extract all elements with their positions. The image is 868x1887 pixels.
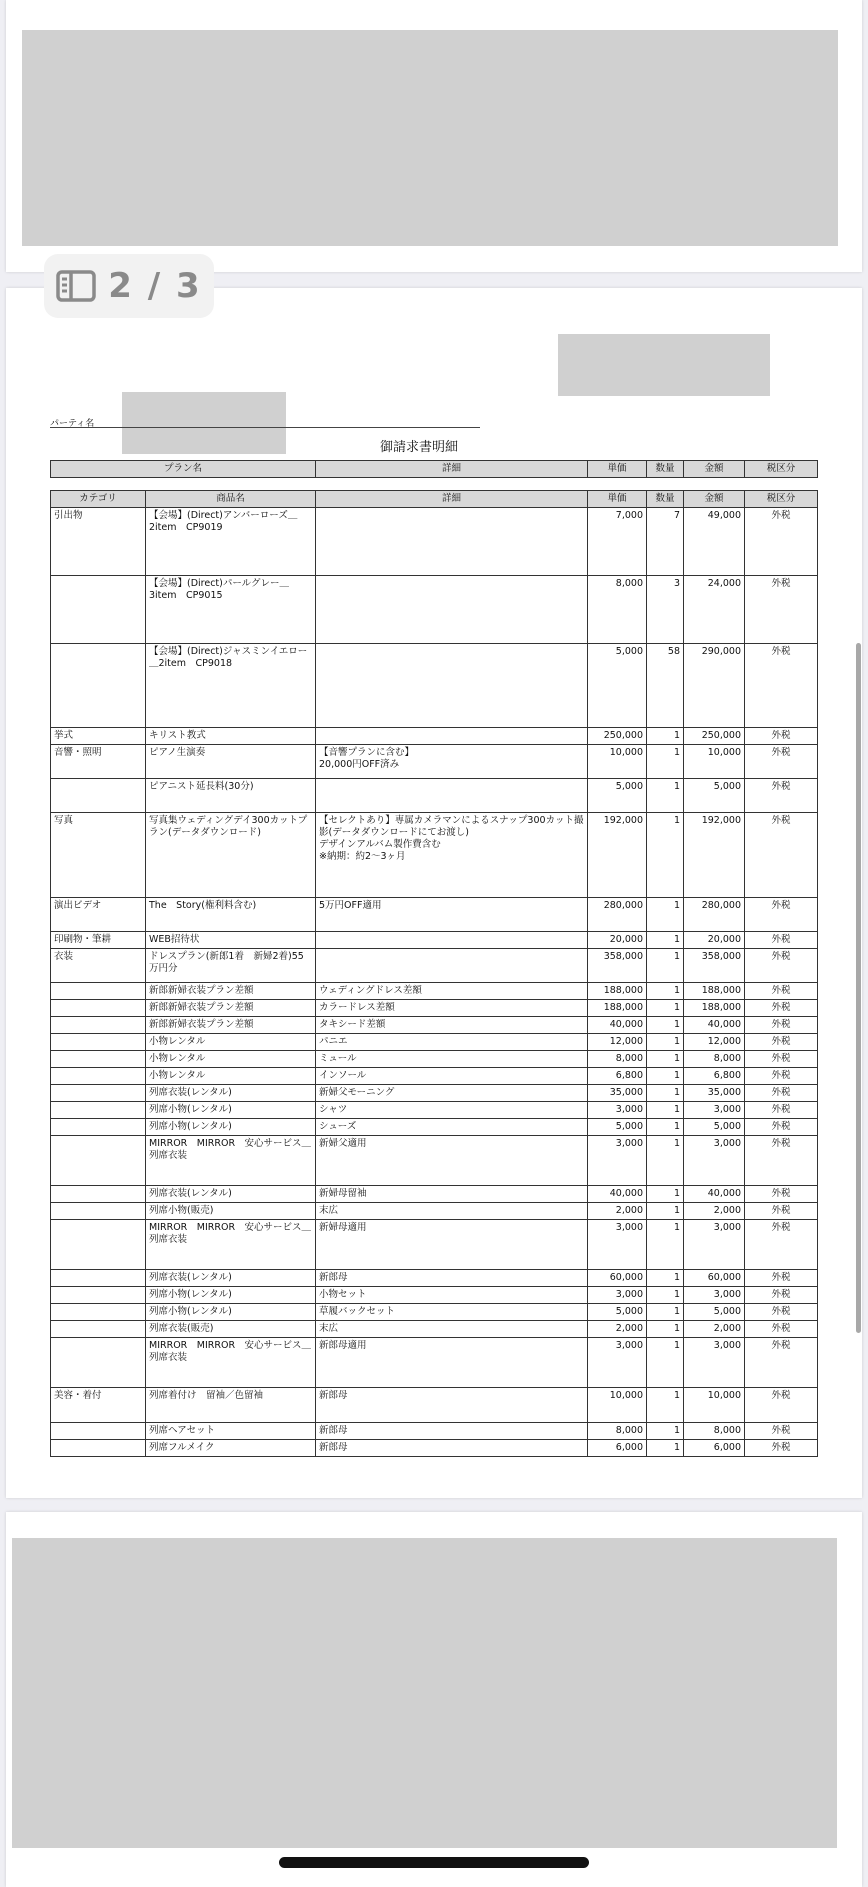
quantity-cell: 1 bbox=[647, 999, 684, 1016]
header-detail: 詳細 bbox=[316, 461, 588, 478]
table-row bbox=[51, 1303, 818, 1320]
detail-cell: パニエ bbox=[316, 1033, 588, 1050]
amount-cell: 6,800 bbox=[684, 1067, 745, 1084]
table-row bbox=[51, 1101, 818, 1118]
redacted-party-name bbox=[122, 392, 286, 454]
tax-type-cell: 外税 bbox=[745, 1439, 818, 1456]
plan-table bbox=[50, 460, 818, 478]
detail-cell: インソール bbox=[316, 1067, 588, 1084]
table-row bbox=[51, 1320, 818, 1337]
amount-cell: 2,000 bbox=[684, 1320, 745, 1337]
tax-type-cell: 外税 bbox=[745, 948, 818, 982]
quantity-cell: 58 bbox=[647, 643, 684, 727]
items-body bbox=[51, 507, 818, 1456]
category-cell bbox=[51, 1185, 146, 1202]
unit-price-cell: 280,000 bbox=[588, 897, 647, 931]
quantity-cell: 1 bbox=[647, 1269, 684, 1286]
tax-type-cell: 外税 bbox=[745, 643, 818, 727]
category-cell bbox=[51, 1422, 146, 1439]
category-cell bbox=[51, 1135, 146, 1185]
detail-cell bbox=[316, 643, 588, 727]
item-name-cell: 小物レンタル bbox=[146, 1050, 316, 1067]
table-row bbox=[51, 1219, 818, 1269]
unit-price-cell: 8,000 bbox=[588, 1422, 647, 1439]
amount-cell: 250,000 bbox=[684, 727, 745, 744]
table-row bbox=[51, 1202, 818, 1219]
quantity-cell: 1 bbox=[647, 1016, 684, 1033]
tax-type-cell: 外税 bbox=[745, 1219, 818, 1269]
detail-cell: 新郎母適用 bbox=[316, 1337, 588, 1387]
detail-cell: シューズ bbox=[316, 1118, 588, 1135]
tax-type-cell: 外税 bbox=[745, 1387, 818, 1422]
detail-cell bbox=[316, 778, 588, 812]
item-name-cell: 列席フルメイク bbox=[146, 1439, 316, 1456]
amount-cell: 192,000 bbox=[684, 812, 745, 897]
item-name-cell: 列席小物(レンタル) bbox=[146, 1286, 316, 1303]
quantity-cell: 1 bbox=[647, 1067, 684, 1084]
table-row bbox=[51, 1185, 818, 1202]
quantity-cell: 1 bbox=[647, 931, 684, 948]
table-row bbox=[51, 1016, 818, 1033]
unit-price-cell: 40,000 bbox=[588, 1016, 647, 1033]
unit-price-cell: 7,000 bbox=[588, 507, 647, 575]
category-cell bbox=[51, 1439, 146, 1456]
amount-cell: 280,000 bbox=[684, 897, 745, 931]
amount-cell: 35,000 bbox=[684, 1084, 745, 1101]
amount-cell: 3,000 bbox=[684, 1286, 745, 1303]
unit-price-cell: 3,000 bbox=[588, 1286, 647, 1303]
unit-price-cell: 20,000 bbox=[588, 931, 647, 948]
category-cell bbox=[51, 1016, 146, 1033]
tax-type-cell: 外税 bbox=[745, 575, 818, 643]
unit-price-cell: 3,000 bbox=[588, 1337, 647, 1387]
item-name-cell: ピアノ生演奏 bbox=[146, 744, 316, 778]
category-cell bbox=[51, 1084, 146, 1101]
table-row bbox=[51, 643, 818, 727]
quantity-cell: 1 bbox=[647, 727, 684, 744]
amount-cell: 188,000 bbox=[684, 999, 745, 1016]
unit-price-cell: 5,000 bbox=[588, 1303, 647, 1320]
detail-cell: 新郎母 bbox=[316, 1269, 588, 1286]
quantity-cell: 1 bbox=[647, 1387, 684, 1422]
unit-price-cell: 8,000 bbox=[588, 1050, 647, 1067]
unit-price-cell: 5,000 bbox=[588, 1118, 647, 1135]
category-cell bbox=[51, 1303, 146, 1320]
item-name-cell: 新郎新婦衣装プラン差額 bbox=[146, 982, 316, 999]
detail-cell bbox=[316, 507, 588, 575]
item-name-cell: MIRROR MIRROR 安心サービス＿列席衣装 bbox=[146, 1337, 316, 1387]
tax-type-cell: 外税 bbox=[745, 1202, 818, 1219]
quantity-cell: 1 bbox=[647, 1286, 684, 1303]
item-name-cell: 列席衣装(レンタル) bbox=[146, 1269, 316, 1286]
unit-price-cell: 35,000 bbox=[588, 1084, 647, 1101]
tax-type-cell: 外税 bbox=[745, 1337, 818, 1387]
table-row bbox=[51, 982, 818, 999]
category-cell bbox=[51, 1219, 146, 1269]
detail-cell: ミュール bbox=[316, 1050, 588, 1067]
category-cell: 印刷物・筆耕 bbox=[51, 931, 146, 948]
category-cell bbox=[51, 1118, 146, 1135]
quantity-cell: 1 bbox=[647, 1439, 684, 1456]
table-row bbox=[51, 897, 818, 931]
amount-cell: 40,000 bbox=[684, 1016, 745, 1033]
category-cell: 美容・着付 bbox=[51, 1387, 146, 1422]
category-cell bbox=[51, 1202, 146, 1219]
item-name-cell: MIRROR MIRROR 安心サービス＿列席衣装 bbox=[146, 1219, 316, 1269]
tax-type-cell: 外税 bbox=[745, 1067, 818, 1084]
tax-type-cell: 外税 bbox=[745, 1320, 818, 1337]
quantity-cell: 1 bbox=[647, 812, 684, 897]
header-unit-price: 単価 bbox=[588, 491, 647, 508]
plan-header-row bbox=[51, 461, 818, 478]
quantity-cell: 1 bbox=[647, 1033, 684, 1050]
unit-price-cell: 192,000 bbox=[588, 812, 647, 897]
amount-cell: 3,000 bbox=[684, 1135, 745, 1185]
header-tax-type: 税区分 bbox=[745, 461, 818, 478]
unit-price-cell: 3,000 bbox=[588, 1101, 647, 1118]
tax-type-cell: 外税 bbox=[745, 1422, 818, 1439]
unit-price-cell: 12,000 bbox=[588, 1033, 647, 1050]
page-number: 2 / 3 bbox=[108, 266, 202, 306]
amount-cell: 5,000 bbox=[684, 1303, 745, 1320]
item-name-cell: 写真集ウェディングデイ300カットプラン(データダウンロード) bbox=[146, 812, 316, 897]
unit-price-cell: 3,000 bbox=[588, 1135, 647, 1185]
tax-type-cell: 外税 bbox=[745, 1084, 818, 1101]
category-cell bbox=[51, 1337, 146, 1387]
category-cell: 引出物 bbox=[51, 507, 146, 575]
quantity-cell: 1 bbox=[647, 1422, 684, 1439]
item-name-cell: 【会場】(Direct)アンバーローズ＿2item CP9019 bbox=[146, 507, 316, 575]
item-name-cell: 新郎新婦衣装プラン差額 bbox=[146, 999, 316, 1016]
table-row bbox=[51, 1387, 818, 1422]
item-name-cell: 新郎新婦衣装プラン差額 bbox=[146, 1016, 316, 1033]
amount-cell: 10,000 bbox=[684, 744, 745, 778]
tax-type-cell: 外税 bbox=[745, 1016, 818, 1033]
item-name-cell: ドレスプラン(新郎1着 新婦2着)55万円分 bbox=[146, 948, 316, 982]
quantity-cell: 1 bbox=[647, 1320, 684, 1337]
category-cell bbox=[51, 1101, 146, 1118]
unit-price-cell: 250,000 bbox=[588, 727, 647, 744]
header-item-name: 商品名 bbox=[146, 491, 316, 508]
redacted-area bbox=[22, 30, 838, 246]
quantity-cell: 1 bbox=[647, 1303, 684, 1320]
quantity-cell: 1 bbox=[647, 948, 684, 982]
detail-cell: 新婦母適用 bbox=[316, 1219, 588, 1269]
item-name-cell: 小物レンタル bbox=[146, 1067, 316, 1084]
tax-type-cell: 外税 bbox=[745, 1118, 818, 1135]
document-title: 御請求書明細 bbox=[380, 440, 459, 455]
redacted-area bbox=[558, 334, 770, 396]
detail-cell: 草履バックセット bbox=[316, 1303, 588, 1320]
detail-cell: 新婦父適用 bbox=[316, 1135, 588, 1185]
amount-cell: 12,000 bbox=[684, 1033, 745, 1050]
unit-price-cell: 5,000 bbox=[588, 778, 647, 812]
table-row bbox=[51, 778, 818, 812]
tax-type-cell: 外税 bbox=[745, 897, 818, 931]
header-tax-type: 税区分 bbox=[745, 491, 818, 508]
scrollbar[interactable] bbox=[856, 643, 861, 1333]
category-cell bbox=[51, 575, 146, 643]
detail-cell: 新郎母 bbox=[316, 1439, 588, 1456]
amount-cell: 3,000 bbox=[684, 1219, 745, 1269]
item-name-cell: 小物レンタル bbox=[146, 1033, 316, 1050]
category-cell: 音響・照明 bbox=[51, 744, 146, 778]
tax-type-cell: 外税 bbox=[745, 1135, 818, 1185]
header-category: カテゴリ bbox=[51, 491, 146, 508]
quantity-cell: 1 bbox=[647, 897, 684, 931]
header-quantity: 数量 bbox=[647, 491, 684, 508]
unit-price-cell: 2,000 bbox=[588, 1320, 647, 1337]
item-name-cell: 列席衣装(レンタル) bbox=[146, 1084, 316, 1101]
category-cell: 衣装 bbox=[51, 948, 146, 982]
quantity-cell: 1 bbox=[647, 982, 684, 999]
unit-price-cell: 2,000 bbox=[588, 1202, 647, 1219]
unit-price-cell: 8,000 bbox=[588, 575, 647, 643]
amount-cell: 5,000 bbox=[684, 778, 745, 812]
quantity-cell: 1 bbox=[647, 1050, 684, 1067]
detail-cell bbox=[316, 575, 588, 643]
unit-price-cell: 40,000 bbox=[588, 1185, 647, 1202]
detail-cell: 末広 bbox=[316, 1202, 588, 1219]
quantity-cell: 1 bbox=[647, 1202, 684, 1219]
table-row bbox=[51, 1067, 818, 1084]
unit-price-cell: 60,000 bbox=[588, 1269, 647, 1286]
detail-cell: カラードレス差額 bbox=[316, 999, 588, 1016]
item-name-cell: 列席衣装(レンタル) bbox=[146, 1185, 316, 1202]
tax-type-cell: 外税 bbox=[745, 744, 818, 778]
item-name-cell: 列席小物(レンタル) bbox=[146, 1118, 316, 1135]
tax-type-cell: 外税 bbox=[745, 507, 818, 575]
table-row bbox=[51, 744, 818, 778]
table-row bbox=[51, 507, 818, 575]
detail-cell: 末広 bbox=[316, 1320, 588, 1337]
detail-cell: 新郎母 bbox=[316, 1422, 588, 1439]
unit-price-cell: 358,000 bbox=[588, 948, 647, 982]
table-row bbox=[51, 931, 818, 948]
detail-cell bbox=[316, 931, 588, 948]
tax-type-cell: 外税 bbox=[745, 1269, 818, 1286]
detail-cell: ウェディングドレス差額 bbox=[316, 982, 588, 999]
quantity-cell: 1 bbox=[647, 1101, 684, 1118]
tax-type-cell: 外税 bbox=[745, 727, 818, 744]
detail-cell: 新婦父モーニング bbox=[316, 1084, 588, 1101]
detail-cell: シャツ bbox=[316, 1101, 588, 1118]
unit-price-cell: 3,000 bbox=[588, 1219, 647, 1269]
tax-type-cell: 外税 bbox=[745, 999, 818, 1016]
quantity-cell: 1 bbox=[647, 744, 684, 778]
category-cell bbox=[51, 1286, 146, 1303]
detail-cell: タキシード差額 bbox=[316, 1016, 588, 1033]
home-indicator bbox=[279, 1857, 589, 1868]
tax-type-cell: 外税 bbox=[745, 778, 818, 812]
item-name-cell: 列席小物(販売) bbox=[146, 1202, 316, 1219]
table-row bbox=[51, 727, 818, 744]
items-header-row bbox=[51, 491, 818, 508]
header-amount: 金額 bbox=[684, 461, 745, 478]
category-cell bbox=[51, 643, 146, 727]
category-cell bbox=[51, 1050, 146, 1067]
detail-cell: 新婦母留袖 bbox=[316, 1185, 588, 1202]
amount-cell: 49,000 bbox=[684, 507, 745, 575]
table-row bbox=[51, 1422, 818, 1439]
unit-price-cell: 6,800 bbox=[588, 1067, 647, 1084]
amount-cell: 8,000 bbox=[684, 1050, 745, 1067]
unit-price-cell: 188,000 bbox=[588, 982, 647, 999]
tax-type-cell: 外税 bbox=[745, 1050, 818, 1067]
amount-cell: 24,000 bbox=[684, 575, 745, 643]
item-name-cell: 列席小物(レンタル) bbox=[146, 1101, 316, 1118]
item-name-cell: 【会場】(Direct)ジャスミンイエロー＿2item CP9018 bbox=[146, 643, 316, 727]
quantity-cell: 1 bbox=[647, 1118, 684, 1135]
table-row bbox=[51, 1118, 818, 1135]
header-quantity: 数量 bbox=[647, 461, 684, 478]
unit-price-cell: 10,000 bbox=[588, 1387, 647, 1422]
table-row bbox=[51, 948, 818, 982]
table-row bbox=[51, 1286, 818, 1303]
redacted-area bbox=[12, 1538, 837, 1848]
tax-type-cell: 外税 bbox=[745, 982, 818, 999]
category-cell bbox=[51, 999, 146, 1016]
amount-cell: 290,000 bbox=[684, 643, 745, 727]
unit-price-cell: 6,000 bbox=[588, 1439, 647, 1456]
amount-cell: 40,000 bbox=[684, 1185, 745, 1202]
table-row bbox=[51, 1050, 818, 1067]
item-name-cell: 【会場】(Direct)パールグレー＿3item CP9015 bbox=[146, 575, 316, 643]
quantity-cell: 1 bbox=[647, 1219, 684, 1269]
item-name-cell: The Story(権利料含む) bbox=[146, 897, 316, 931]
tax-type-cell: 外税 bbox=[745, 1185, 818, 1202]
category-cell bbox=[51, 1067, 146, 1084]
amount-cell: 2,000 bbox=[684, 1202, 745, 1219]
amount-cell: 5,000 bbox=[684, 1118, 745, 1135]
party-name-label: パーティ名 bbox=[50, 419, 95, 429]
items-table bbox=[50, 490, 818, 1457]
detail-cell bbox=[316, 727, 588, 744]
detail-cell bbox=[316, 948, 588, 982]
amount-cell: 6,000 bbox=[684, 1439, 745, 1456]
unit-price-cell: 5,000 bbox=[588, 643, 647, 727]
detail-cell: 新郎母 bbox=[316, 1387, 588, 1422]
category-cell bbox=[51, 1320, 146, 1337]
amount-cell: 8,000 bbox=[684, 1422, 745, 1439]
item-name-cell: ピアニスト延長料(30分) bbox=[146, 778, 316, 812]
table-row bbox=[51, 575, 818, 643]
table-row bbox=[51, 812, 818, 897]
tax-type-cell: 外税 bbox=[745, 931, 818, 948]
quantity-cell: 7 bbox=[647, 507, 684, 575]
detail-cell: 5万円OFF適用 bbox=[316, 897, 588, 931]
quantity-cell: 1 bbox=[647, 1185, 684, 1202]
detail-cell: 【音響プランに含む】 20,000円OFF済み bbox=[316, 744, 588, 778]
unit-price-cell: 188,000 bbox=[588, 999, 647, 1016]
table-row bbox=[51, 999, 818, 1016]
category-cell bbox=[51, 1033, 146, 1050]
amount-cell: 60,000 bbox=[684, 1269, 745, 1286]
amount-cell: 3,000 bbox=[684, 1337, 745, 1387]
amount-cell: 10,000 bbox=[684, 1387, 745, 1422]
quantity-cell: 3 bbox=[647, 575, 684, 643]
amount-cell: 358,000 bbox=[684, 948, 745, 982]
tax-type-cell: 外税 bbox=[745, 1303, 818, 1320]
tax-type-cell: 外税 bbox=[745, 1101, 818, 1118]
item-name-cell: キリスト教式 bbox=[146, 727, 316, 744]
amount-cell: 188,000 bbox=[684, 982, 745, 999]
page-indicator[interactable] bbox=[44, 254, 214, 318]
item-name-cell: 列席着付け 留袖／色留袖 bbox=[146, 1387, 316, 1422]
party-name-underline bbox=[50, 427, 480, 428]
quantity-cell: 1 bbox=[647, 1135, 684, 1185]
table-row bbox=[51, 1135, 818, 1185]
header-plan-name: プラン名 bbox=[51, 461, 316, 478]
detail-cell: 小物セット bbox=[316, 1286, 588, 1303]
quantity-cell: 1 bbox=[647, 1084, 684, 1101]
item-name-cell: MIRROR MIRROR 安心サービス＿列席衣装 bbox=[146, 1135, 316, 1185]
category-cell: 写真 bbox=[51, 812, 146, 897]
item-name-cell: 列席ヘアセット bbox=[146, 1422, 316, 1439]
unit-price-cell: 10,000 bbox=[588, 744, 647, 778]
tax-type-cell: 外税 bbox=[745, 1033, 818, 1050]
amount-cell: 3,000 bbox=[684, 1101, 745, 1118]
quantity-cell: 1 bbox=[647, 1337, 684, 1387]
category-cell bbox=[51, 1269, 146, 1286]
tax-type-cell: 外税 bbox=[745, 812, 818, 897]
header-unit-price: 単価 bbox=[588, 461, 647, 478]
category-cell bbox=[51, 982, 146, 999]
table-row bbox=[51, 1337, 818, 1387]
table-row bbox=[51, 1033, 818, 1050]
category-cell bbox=[51, 778, 146, 812]
table-row bbox=[51, 1084, 818, 1101]
category-cell: 演出ビデオ bbox=[51, 897, 146, 931]
detail-cell: 【セレクトあり】専属カメラマンによるスナップ300カット撮影(データダウンロードにてお渡し) デザインアルバム製作費含む ※納期：約2〜3ヶ月 bbox=[316, 812, 588, 897]
header-detail: 詳細 bbox=[316, 491, 588, 508]
table-row bbox=[51, 1439, 818, 1456]
table-row bbox=[51, 1269, 818, 1286]
quantity-cell: 1 bbox=[647, 778, 684, 812]
item-name-cell: 列席小物(レンタル) bbox=[146, 1303, 316, 1320]
item-name-cell: 列席衣装(販売) bbox=[146, 1320, 316, 1337]
sidebar-icon bbox=[56, 270, 96, 302]
item-name-cell: WEB招待状 bbox=[146, 931, 316, 948]
amount-cell: 20,000 bbox=[684, 931, 745, 948]
category-cell: 挙式 bbox=[51, 727, 146, 744]
tax-type-cell: 外税 bbox=[745, 1286, 818, 1303]
header-amount: 金額 bbox=[684, 491, 745, 508]
